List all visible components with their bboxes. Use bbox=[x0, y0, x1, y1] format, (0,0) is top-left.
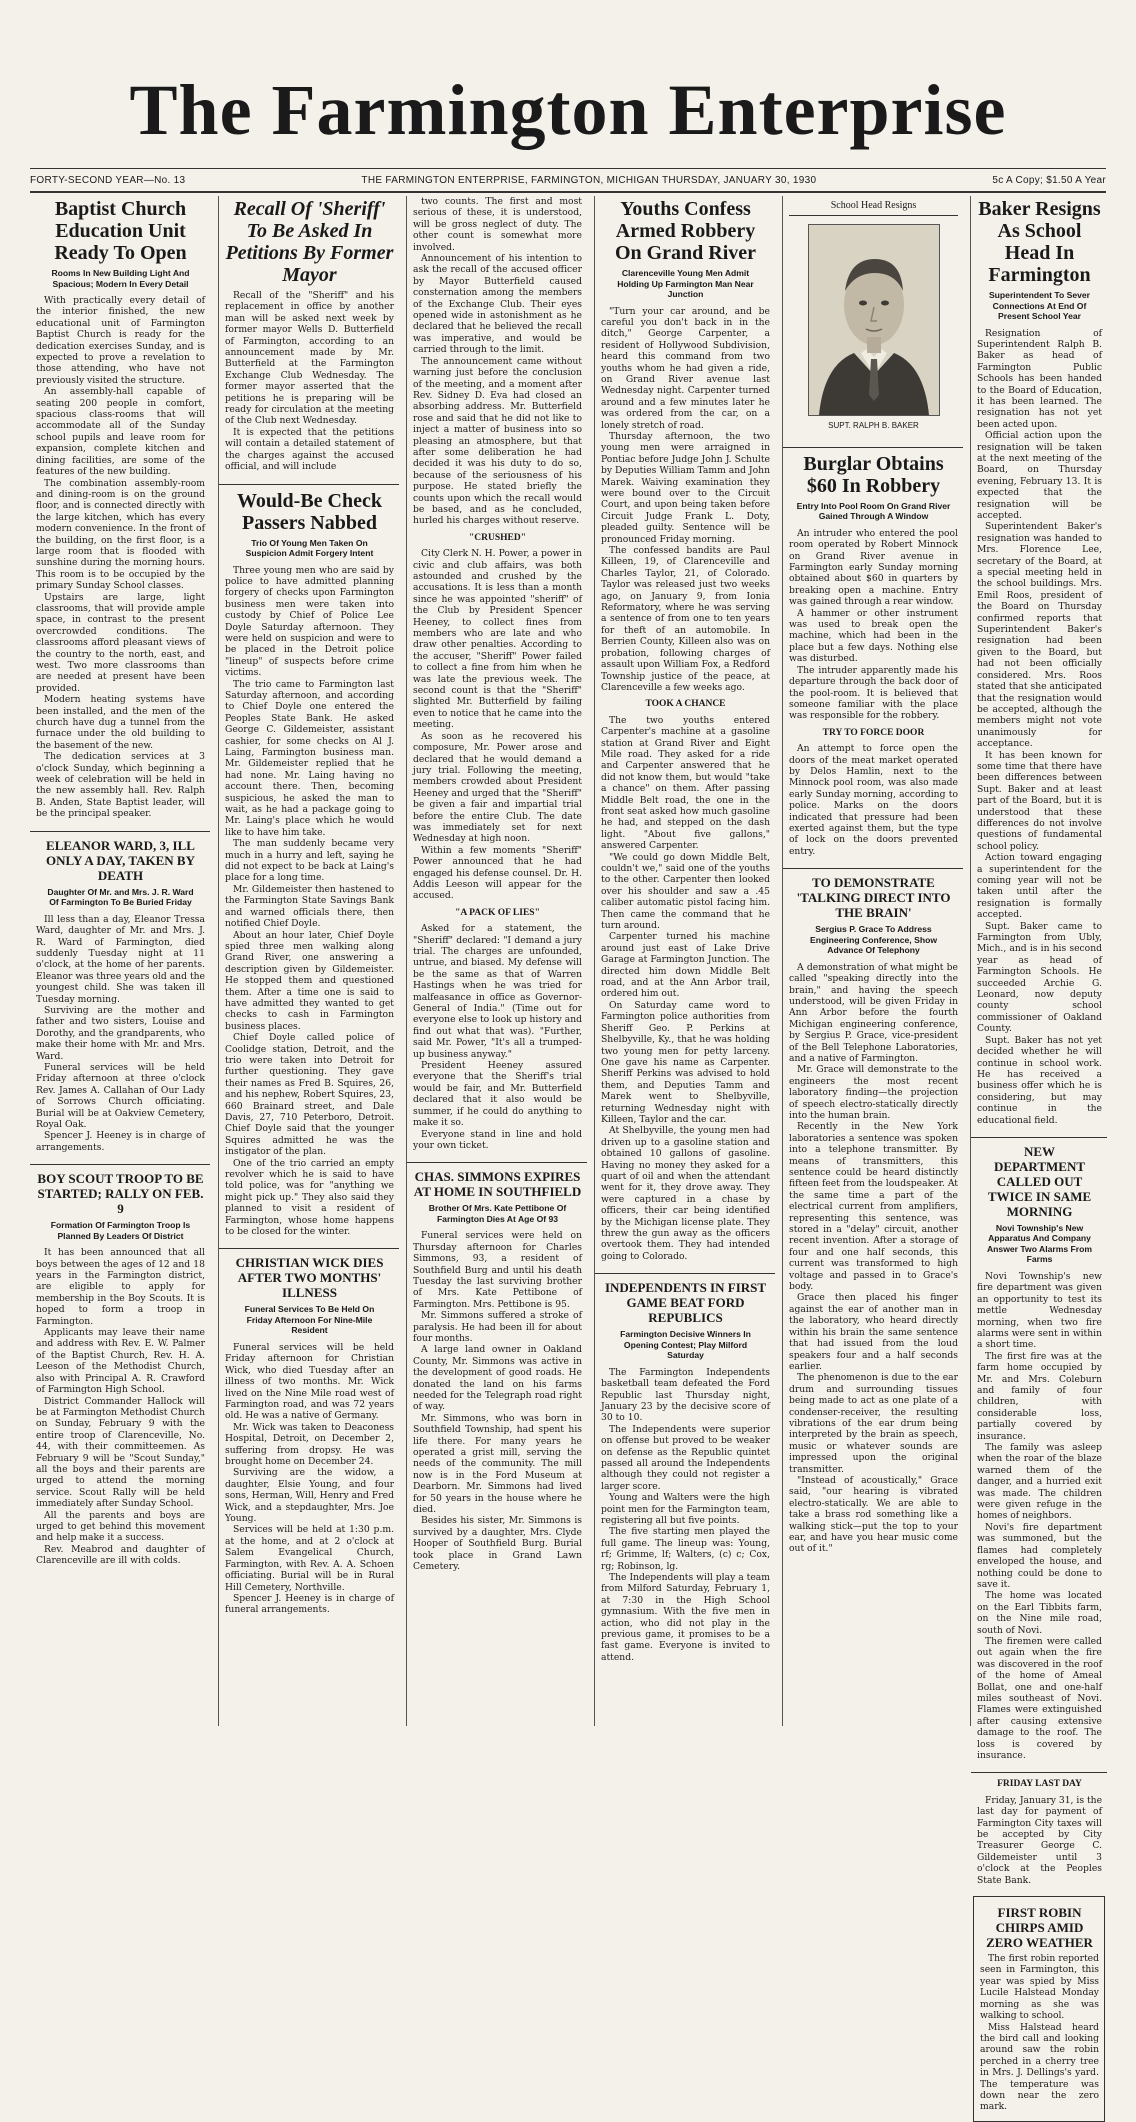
masthead-title: The Farmington Enterprise bbox=[129, 70, 1007, 150]
dateline-bar bbox=[30, 168, 1106, 193]
story-new-department bbox=[971, 1144, 1107, 1767]
divider bbox=[219, 484, 399, 485]
paragraph: Superintendent Baker's resignation was handed to Mrs. Florence Lee, secretary of the Board, at a special meeting held in the school buildings. Mrs. Emil Roos, president of the Board on Thursday confirmed reports that Superintendent Baker's resignation had been given to the Board, but had not been officially considered. Mrs. Roos stated that she anticipated that the resignation would be accepted, although the members might not vote unanimously for acceptance. bbox=[977, 521, 1102, 750]
paragraph: Mr. Simmons, who was born in Southfield Township, had spent his life there. For many years he operated a grist mill, serving the needs of the community. The mill now is in the Ford Museum at Dearborn. Mr. Simmons had lived for 50 years in the house where he died. bbox=[413, 1412, 582, 1516]
paragraph: City Clerk N. H. Power, a power in civic and club affairs, was both astounded and crushed by the accusations. It is less than a month since he was appointed "sheriff" of the Club by President Spencer Heeney, to collect fines from members who are late and who draw other penalties. According to the accuser, "Sheriff" Power failed to collect a fine from him when he was late the previous week. The second count is that the "Sheriff" slighted Mr. Butterfield by failing even to notice that he came into the meeting. bbox=[413, 548, 582, 731]
paragraph: The first robin reported seen in Farmington, this year was spied by Miss Lucile Halstead Monday morning as she was walking to school. bbox=[980, 1953, 1099, 2022]
paragraph: As soon as he recovered his composure, Mr. Power arose and declared that he would demand a jury trial. Following the meeting, members crowded about President Heeney and urged that the "Sheriff" be given a fair and impartial trial before the entire Club. The date was immediately set for next Wednesday at high noon. bbox=[413, 730, 582, 845]
divider bbox=[595, 1273, 775, 1274]
story-recall-continued bbox=[407, 196, 587, 1157]
paragraph: District Commander Hallock will be at Farmington Methodist Church on Sunday, February 9 with the entire troop of Clarenceville, No. 44, with their committeemen. As February 9 will be "Scout Sunday," all the boys and their parents are urged to attend the morning service. Scout Rally will be held immediately after Sunday School. bbox=[36, 1395, 205, 1510]
subhead: TRY TO FORCE DOOR bbox=[822, 727, 925, 738]
divider bbox=[971, 1137, 1107, 1138]
paragraph: Upstairs are large, light classrooms, that will provide ample space, in contrast to the present overcrowded conditions. The classrooms afford pleasant views of the country to the north, east, and west. Two more classrooms than are needed at present have been provided. bbox=[36, 591, 205, 694]
headline: NEW DEPARTMENT CALLED OUT TWICE IN SAME MORNING bbox=[987, 1143, 1092, 1219]
paragraph: Young and Walters were the high point men for the Farmington team, registering all but five points. bbox=[601, 1492, 770, 1526]
subheadline: Trio Of Young Men Taken On Suspicion Admit Forgery Intent bbox=[245, 537, 374, 558]
story-eleanor-ward bbox=[30, 838, 210, 1160]
subheadline: Entry Into Pool Room On Grand River Gained Through A Window bbox=[796, 500, 951, 522]
paragraph: Services will be held at 1:30 p.m. at the home, and at 2 o'clock at Salem Evangelical Church, Farmington, with Rev. A. A. Schoen officiating. Burial will be in Rural Hill Cemetery, Northville. bbox=[225, 1524, 394, 1593]
paragraph: The confessed bandits are Paul Killeen, 19, of Clarenceville and Charles Taylor, 21, of Colorado. Taylor was released just two weeks ago, on January 9, from Ionia Reformatory, where he was serving a sentence of from one to ten years for theft of an automobile. In Berrien County, Killeen also was on probation, following charges of assault upon William Fox, a Redford Township justice of the peace, at Clarenceville a few weeks ago. bbox=[601, 545, 770, 693]
story-talking-brain bbox=[783, 875, 963, 1561]
story-first-robin bbox=[974, 1905, 1104, 2119]
paragraph: Resignation of Superintendent Ralph B. Baker as head of Farmington Public Schools has been handed to the Board of Education, it has been learned. The resignation has not yet been acted upon. bbox=[977, 327, 1102, 430]
story-christian-wick bbox=[219, 1255, 399, 1621]
paragraph: The Independents will play a team from Milford Saturday, February 1, at 7:30 in the High School gymnasium. With the five men in action, who did not play in the previous game, it promises to be a fast game. Everyone is invited to attend. bbox=[601, 1572, 770, 1663]
paragraph: Spencer J. Heeney is in charge of arrangements. bbox=[36, 1130, 205, 1153]
story-boy-scouts bbox=[30, 1171, 210, 1572]
story-baker-resigns bbox=[971, 198, 1107, 1132]
story-independents bbox=[595, 1280, 775, 1669]
story-baptist-church bbox=[30, 198, 210, 826]
paragraph: Miss Halstead heard the bird call and looking around saw the robin perched in a cherry tree in Mrs. J. Dellings's yard. The temperature was down near the zero mark. bbox=[980, 2021, 1099, 2113]
paragraph: On Saturday came word to Farmington police authorities from Sheriff Geo. P. Perkins at Shelbyville, Ky., that he was holding two young men for petty larceny. One gave his name as Carpenter. Sheriff Perkins was advised to hold them, and Deputies Tamm and Marek went to Shelbyville, returning Wednesday night with Killeen, Taylor and the car. bbox=[601, 999, 770, 1125]
paragraph: The family was asleep when the roar of the blaze warned them of the danger, and a hurried exit was made. The children were given refuge in the homes of neighbors. bbox=[977, 1442, 1102, 1522]
paragraph: The dedication services at 3 o'clock Sunday, which beginning a week of celebration will be held in the new assembly hall. Rev. Ralph B. Anden, State Baptist leader, will be the principal speaker. bbox=[36, 751, 205, 820]
paragraph: "Turn your car around, and be careful you don't back in in the ditch," George Carpenter, a resident of Hollywood Subdivision, heard this command from two youths whom he had given a ride, on Grand River avenue last Wednesday night. Carpenter turned around and a few minutes later he was ordered from the car, on a lonely stretch of road. bbox=[601, 305, 770, 431]
headline: INDEPENDENTS IN FIRST GAME BEAT FORD REPUBLICS bbox=[604, 1280, 767, 1326]
paragraph: The man suddenly became very much in a hurry and left, saying he did not expect to be back at Laing's place for a long time. bbox=[225, 838, 394, 884]
story-armed-robbery bbox=[595, 198, 775, 1268]
headline: Baptist Church Education Unit Ready To Open bbox=[54, 198, 187, 264]
article-body bbox=[225, 1342, 394, 1616]
portrait-icon bbox=[809, 225, 939, 415]
article-body bbox=[225, 565, 394, 1238]
paragraph: Spencer J. Heeney is in charge of funeral arrangements. bbox=[225, 1592, 394, 1616]
paragraph: Funeral services were held on Thursday afternoon for Charles Simmons, 93, a resident of Southfield Burg and until his death Tuesday the last surviving brother of Mrs. Kate Pettibone of Farmington. Mrs. Pettibone is 95. bbox=[413, 1230, 582, 1310]
paragraph: Mr. Grace will demonstrate to the engineers the most recent laboratory finding—the projection of speech electro-statically directly into the human brain. bbox=[789, 1064, 958, 1121]
paragraph: two counts. The first and most serious of these, it is understood, will be gross neglect of duty. The other count is somewhat more involved. bbox=[413, 196, 582, 253]
subheadline: Formation Of Farmington Troop Is Planned By Leaders Of District bbox=[50, 1220, 191, 1241]
paragraph: Mr. Simmons suffered a stroke of paralysis. He had been ill for about four months. bbox=[413, 1310, 582, 1344]
paragraph: Three young men who are said by police to have admitted planning forgery of checks upon Farmington business men were taken into custody by Chief of Police Lee Doyle Saturday afternoon. They were held on suspicion and were to be placed in the Detroit police "lineup" of suspects before crime victims. bbox=[225, 564, 394, 679]
paragraph: Applicants may leave their name and address with Rev. E. W. Palmer of the Baptist Church, Rev. H. A. Leeson of the Methodist Church, also with Principal A. R. Crawford of Farmington High School. bbox=[36, 1327, 205, 1396]
paragraph: One of the trio carried an empty revolver which he is said to have told police, was for "anything we might pick up." They also said they planned to visit a resident of Farmington, whose home happens to be closed for the winter. bbox=[225, 1157, 394, 1238]
divider bbox=[407, 1162, 587, 1163]
paragraph: The first fire was at the farm home occupied by Mr. and Mrs. Coleburn and family of four children, with considerable loss, partially covered by insurance. bbox=[977, 1350, 1102, 1442]
paragraph: Everyone stand in line and hold your own ticket. bbox=[413, 1128, 582, 1151]
article-body bbox=[36, 914, 205, 1154]
paragraph: The trio came to Farmington last Saturday afternoon, and according to Chief Doyle one entered the Peoples State Bank. He asked George C. Gildemeister, assistant cashier, for some checks on Al J. Laing, Farmington business man. Mr. Gildemeister replied that he had none. Mr. Laing having no account there. Then, becoming suspicious, he asked the man to wait, as he had a package going to Mr. Laing's place which he would like to have him take. bbox=[225, 678, 394, 838]
article-body bbox=[413, 1230, 582, 1572]
article-body bbox=[601, 306, 770, 1263]
paragraph: A hammer or other instrument was used to break open the machine, which had been in the place but a few days. Nothing else was disturbed. bbox=[789, 607, 958, 665]
portrait-photo bbox=[808, 224, 940, 416]
paragraph: All the parents and boys are urged to get behind this movement and help make it a success. bbox=[36, 1509, 205, 1544]
paragraph: Besides his sister, Mr. Simmons is survived by a daughter, Mrs. Clyde Hooper of Southfield Burg. Burial took place in Grand Lawn Cemetery. bbox=[413, 1515, 582, 1573]
headline: Burglar Obtains $60 In Robbery bbox=[803, 452, 944, 497]
price: 5c A Copy; $1.50 A Year bbox=[992, 174, 1106, 186]
headline: Youths Confess Armed Robbery On Grand River bbox=[614, 198, 757, 264]
paragraph: Asked for a statement, the "Sheriff" declared: "I demand a jury trial. The charges are unfounded, untrue, and biased. My defense will be the same as that of Warren Hastings when he was tried for malfeasance in office as Governor-General of India." (Time out for everyone else to look up history and find out what that was). "Further, said Mr. Power, "It's all a trumped-up business anyway." bbox=[413, 923, 582, 1060]
subheadline: Superintendent To Sever Connections At End Of Present School Year bbox=[988, 290, 1091, 321]
paragraph: "We could go down Middle Belt, couldn't we," said one of the youths to the other. Carpenter then looked over his shoulder and saw a .45 caliber automatic pistol facing him. Then came the command that he turn around. bbox=[601, 851, 770, 932]
paragraph: Announcement of his intention to ask the recall of the accused officer by Mayor Butterfield caused consternation among the members of the Exchange Club. Their eyes opened wide in astonishment as he declared that he believed the recall was imperative, and would be carried through to the limit. bbox=[413, 253, 582, 356]
story-photo-baker bbox=[783, 196, 963, 442]
column-6 bbox=[970, 196, 1107, 2113]
subheadline: Clarenceville Young Men Admit Holding Up Farmington Man Near Junction bbox=[617, 268, 754, 299]
divider bbox=[30, 831, 210, 832]
subheadline: Farmington Decisive Winners In Opening Contest; Play Milford Saturday bbox=[620, 1329, 751, 1361]
paragraph: Chief Doyle called police of Coolidge station, Detroit, and the trio were taken into Detroit for further questioning. They gave their names as Fred B. Squires, 26, and his nephew, Robert Squires, 23, 660 Brainard street, and Dale Davis, 27, 710 Peterboro, Detroit. Chief Doyle said that the younger Squires admitted he was the instigator of the plan. bbox=[225, 1032, 394, 1158]
paragraph: Within a few moments "Sheriff" Power announced that he had engaged his defense counsel. Dr. H. Addis Leeson will appear for the accused. bbox=[413, 844, 582, 902]
headline: Recall Of 'Sheriff' To Be Asked In Petitions By Former Mayor bbox=[225, 198, 394, 286]
divider bbox=[971, 1772, 1107, 1773]
divider bbox=[783, 447, 963, 448]
headline: FRIDAY LAST DAY bbox=[997, 1779, 1082, 1790]
paragraph: Supt. Baker came to Farmington from Ubly, Mich., and is in his second year as head of Farmington Schools. He succeeded Archie G. Leonard, now deputy county school commissioner of Oakland County. bbox=[977, 920, 1102, 1035]
subheadline: Brother Of Mrs. Kate Pettibone Of Farmington Dies At Age Of 93 bbox=[428, 1203, 567, 1224]
paragraph: Funeral services will be held Friday afternoon at three o'clock Rev. James A. Callahan of Our Lady of Sorrows Church officiating. Burial will be at Oakview Cemetery, Royal Oak. bbox=[36, 1061, 205, 1130]
paragraph: A large land owner in Oakland County, Mr. Simmons was active in the development of good roads. He donated the land on his farms needed for the Telegraph road right of way. bbox=[413, 1344, 582, 1413]
subheadline: Sergius P. Grace To Address Engineering Conference, Show Advance Of Telephony bbox=[809, 924, 937, 956]
paragraph: The announcement came without warning just before the conclusion of the meeting, and a moment after Rev. Sidney D. Eva had closed an absorbing address. Mr. Butterfield rose and said that he did not like to inject a matter of business into so pleasing an atmosphere, but that after some deliberation he had decided it was his duty to do so, because of the seriousness of his purpose. He stated briefly the counts upon which the recall would be based, and as he concluded, hurled his charges without reserve. bbox=[413, 355, 582, 527]
article-body bbox=[36, 295, 205, 820]
headline: Would-Be Check Passers Nabbed bbox=[236, 489, 383, 534]
story-chas-simmons bbox=[407, 1169, 587, 1578]
paragraph: Mr. Wick was taken to Deaconess Hospital, Detroit, on December 2, suffering from dropsy. He was brought home on December 24. bbox=[225, 1421, 394, 1468]
photo-caption: SUPT. RALPH B. BAKER bbox=[828, 421, 919, 431]
paragraph: "Instead of acoustically," Grace said, "our hearing is vibrated electro-statically. We are able to take a brass rod something like a walking stick—put the top to your ear, and have you hear music come out of it." bbox=[789, 1474, 958, 1555]
headline: CHAS. SIMMONS EXPIRES AT HOME IN SOUTHFIELD bbox=[413, 1169, 582, 1200]
paragraph: Supt. Baker has not yet decided whether he will continue in school work. He has received a business offer which he is considering, but may continue in the educational field. bbox=[977, 1034, 1102, 1126]
paragraph: The phenomenon is due to the ear drum and surrounding tissues being made to act as one plate of a condenser-receiver, the resulting vibrations of the ear drum being interpreted by the brain as speech, music or whatever sounds are impressed upon the original transmitter. bbox=[789, 1372, 958, 1475]
paragraph: Funeral services will be held Friday afternoon for Christian Wick, who died Tuesday after an illness of two months. Mr. Wick lived on the Nine Mile road west of Farmington road, and was 72 years old. He was a native of Germany. bbox=[225, 1341, 394, 1422]
article-body bbox=[413, 196, 582, 1151]
subheadline: Rooms In New Building Light And Spacious; Modern In Every Detail bbox=[51, 268, 190, 289]
paragraph: Surviving are the mother and father and two sisters, Louise and Dorothy, and the grandparents, who make their home with Mr. and Mrs. Ward. bbox=[36, 1004, 205, 1062]
column-2 bbox=[218, 196, 399, 1726]
paragraph: The two youths entered Carpenter's machine at a gasoline station at Grand River and Eight Mile road. They asked for a ride and Carpenter answered that he did not know them, but would "take a chance" on them. After passing Middle Belt road, the one in the front seat asked how much gasoline he had, and stepped on the dash light. "About five gallons," answered Carpenter. bbox=[601, 714, 770, 852]
subhead: "A PACK OF LIES" bbox=[455, 907, 540, 918]
volume-number: FORTY-SECOND YEAR—No. 13 bbox=[30, 174, 186, 186]
column-3 bbox=[406, 196, 587, 1726]
paragraph: The home was located on the Earl Tibbits farm, on the Nine mile road, south of Novi. bbox=[977, 1590, 1102, 1636]
paragraph: Friday, January 31, is the last day for payment of Farmington City taxes will be accepted by City Treasurer George C. Gildemeister until 3 o'clock at the Peoples State Bank. bbox=[977, 1794, 1102, 1886]
divider bbox=[783, 868, 963, 869]
paragraph: Recall of the "Sheriff" and his replacement in office by another man will be asked next week by former mayor Wells D. Butterfield of Farmington, according to an announcement made by Mr. Butterfield at the Farmington Exchange Club Wednesday. The former mayor asserted that the petitions he is preparing will be ready for circulation at the meeting of the Club next Wednesday. bbox=[225, 290, 394, 427]
headline: BOY SCOUT TROOP TO BE STARTED; RALLY ON FEB. 9 bbox=[37, 1171, 204, 1217]
paragraph: An assembly-hall capable of seating 200 people in comfort, spacious class-rooms that will accommodate all of the Sunday school pupils and leave room for expansion, complete kitchen and dining facilities, are some of the features of the new building. bbox=[36, 386, 205, 478]
article-body bbox=[977, 1795, 1102, 1886]
paragraph: Action toward engaging a superintendent for the coming year will not be taken until after the resignation is formally accepted. bbox=[977, 852, 1102, 921]
divider bbox=[30, 1164, 210, 1165]
column-5 bbox=[782, 196, 963, 1726]
paragraph: The firemen were called out again when the fire was discovered in the roof of the home of Ameal Bollat, one and one-half miles southeast of Novi. Flames were extinguished after causing extensive damage to the roof. The loss is covered by insurance. bbox=[977, 1635, 1102, 1761]
photo-heading: School Head Resigns bbox=[789, 196, 958, 216]
boxed-story bbox=[973, 1896, 1105, 2122]
paragraph: Recently in the New York laboratories a sentence was spoken into a telephone transmitter. By means of transmitters, this sentence could be heard distinctly fifteen feet from the loudspeaker. At the same time a part of the electrical current from amplifiers, representing this sentence, was stored in a "delay" circuit, another recent invention. After a storage of four and one half seconds, this current was transformed to high voltage and passed in to Grace's body. bbox=[789, 1121, 958, 1293]
paragraph: Rev. Meabrod and daughter of Clarenceville are ill with colds. bbox=[36, 1543, 205, 1567]
paragraph: The Farmington Independents basketball team defeated the Ford Republic last Thursday night, January 23 by the decisive score of 30 to 10. bbox=[601, 1366, 770, 1424]
article-body bbox=[789, 962, 958, 1555]
article-body bbox=[225, 290, 394, 473]
column-4 bbox=[594, 196, 775, 1726]
paragraph: Novi Township's new fire department was given an opportunity to test its mettle Wednesday morning, when two fire alarms were sent in within a short time. bbox=[977, 1270, 1102, 1351]
paragraph: Mr. Gildemeister then hastened to the Farmington State Savings Bank and warned officials there, then notified Chief Doyle. bbox=[225, 883, 394, 930]
article-body bbox=[601, 1367, 770, 1664]
story-check-passers bbox=[219, 490, 399, 1244]
paragraph: It has been known for some time that there have been differences between Supt. Baker and at least part of the Board, but it is understood that these differences do not involve questions of fundamental school policy. bbox=[977, 749, 1102, 852]
subhead: TOOK A CHANCE bbox=[645, 699, 726, 710]
paragraph: Carpenter turned his machine around just east of Lake Drive Garage at Farmington Junction. The directed him down Middle Belt road, and at the Ann Arbor trail, ordered him out. bbox=[601, 931, 770, 1000]
divider bbox=[219, 1248, 399, 1249]
paragraph: The combination assembly-room and dining-room is on the ground floor, and is connected directly with the large kitchen, which has every modern convenience. In the front of the building, on the first floor, is a large room that is flooded with sunshine during the morning hours. This room is to be occupied by the primary Sunday School classes. bbox=[36, 477, 205, 592]
paragraph: At Shelbyville, the young men had driven up to a gasoline station and obtained 10 gallons of gasoline. Having no money they asked for a quart of oil and when the attendant went for it, they drove away. They were captured in a chase by officers, their car being identified by the Michigan license plate. They threw the gun away as the officers overtook them. They had intended going to Colorado. bbox=[601, 1125, 770, 1262]
subheadline: Funeral Services To Be Held On Friday Afternoon For Nine-Mile Resident bbox=[244, 1304, 375, 1336]
subheadline: Daughter Of Mr. and Mrs. J. R. Ward Of Farmington To Be Buried Friday bbox=[47, 886, 194, 908]
columns bbox=[30, 196, 1106, 2113]
headline: TO DEMONSTRATE 'TALKING DIRECT INTO THE BRAIN' bbox=[796, 875, 951, 921]
paragraph: It has been announced that all boys between the ages of 12 and 18 years in the Farmington district, are eligible to apply for membership in the Boy Scouts. It is hoped to form a troop in Farmington. bbox=[36, 1247, 205, 1327]
paragraph: It is expected that the petitions will contain a detailed statement of the charges against the accused official, and will include bbox=[225, 426, 394, 473]
paragraph: A demonstration of what might be called "speaking directly into the brain," and having the speech understood, will be given Friday in Ann Arbor before the fourth Michigan engineering conference, by Sergius P. Grace, vice-president of the Bell Telephone Laboratories, and a native of Farmington. bbox=[789, 961, 958, 1064]
publication-date: THE FARMINGTON ENTERPRISE, FARMINGTON, MICHIGAN THURSDAY, JANUARY 30, 1930 bbox=[361, 174, 817, 186]
paragraph: Grace then placed his finger against the ear of another man in the laboratory, who heard directly within his brain the same sentence that had issued from the loud speakers four and a half seconds earlier. bbox=[789, 1292, 958, 1372]
story-recall-sheriff bbox=[219, 198, 399, 479]
paragraph: Novi's fire department was summoned, but the flames had completely enveloped the house, and nothing could be done to save it. bbox=[977, 1521, 1102, 1590]
paragraph: An attempt to force open the doors of the meat market operated by Delos Hamlin, next to the Minnock pool room, was also made early Sunday morning, according to police. Marks on the doors indicated that pressure had been exerted against them, but the type of lock on the doors prevented entry. bbox=[789, 743, 958, 857]
paragraph: Thursday afternoon, the two young men were arraigned in Pontiac before Judge John J. Schulte by Deputies William Tamm and John Marek. Waiving examination they were bound over to the Circuit Court, and upon being taken before Circuit Judge Frank L. Doty, pleaded guilty. Sentence will be pronounced Friday morning. bbox=[601, 430, 770, 545]
headline: CHRISTIAN WICK DIES AFTER TWO MONTHS' ILLNESS bbox=[235, 1255, 384, 1301]
paragraph: Official action upon the resignation will be taken at the next meeting of the Board, on Thursday evening, February 13. It is expected that the resignation will be accepted. bbox=[977, 430, 1102, 521]
subheadline: Novi Township's New Apparatus And Company Answer Two Alarms From Farms bbox=[986, 1222, 1093, 1265]
paragraph: The five starting men played the full game. The lineup was: Young, rf; Grimme, lf; Walters, (c) c; Cox, rg; Robinson, lg. bbox=[601, 1526, 770, 1572]
article-body bbox=[977, 328, 1102, 1126]
paragraph: About an hour later, Chief Doyle spied three men walking along Grand River, one answering a description given by Gildemeister. He stopped them and questioned them. After a time one is said to have admitted they wanted to get checks to cash in Farmington business places. bbox=[225, 929, 394, 1032]
paragraph: Surviving are the widow, a daughter, Elsie Young, and four sons, Herman, Will, Henry and Fred Wick, and a stepdaughter, Mrs. Joe Young. bbox=[225, 1467, 394, 1525]
article-body bbox=[789, 528, 958, 857]
paragraph: President Heeney assured everyone that the Sheriff's trial would be fair, and Mr. Butterfield declared that it also would be summer, if he could do anything to make it so. bbox=[413, 1060, 582, 1129]
paragraph: An intruder who entered the pool room operated by Robert Minnock on Grand River avenue in Farmington early Sunday morning obtained about $60 in quarters by breaking open a machine. Entry was gained through a rear window. bbox=[789, 527, 958, 608]
story-burglar bbox=[783, 453, 963, 863]
article-body bbox=[36, 1247, 205, 1566]
paragraph: Modern heating systems have been installed, and the men of the church have dug a tunnel from the furnace under the old building to the basement of the new. bbox=[36, 694, 205, 751]
subhead: "CRUSHED" bbox=[469, 532, 526, 543]
column-1 bbox=[30, 196, 210, 1726]
headline: ELEANOR WARD, 3, ILL ONLY A DAY, TAKEN BY DEATH bbox=[46, 837, 195, 883]
article-body bbox=[980, 1953, 1099, 2113]
headline: Baker Resigns As School Head In Farmington bbox=[978, 198, 1101, 286]
paragraph: Ill less than a day, Eleanor Tressa Ward, daughter of Mr. and Mrs. J. R. Ward of Farmington, died suddenly Tuesday night at 11 o'clock, at the home of her parents. Eleanor was three years old and the youngest child. She was taken ill Tuesday morning. bbox=[36, 913, 205, 1005]
article-body bbox=[977, 1271, 1102, 1761]
paragraph: The Independents were superior on offense but proved to be weaker on defense as the Republic quintet passed all around the Independents although they could not register a larger score. bbox=[601, 1423, 770, 1492]
headline: FIRST ROBIN CHIRPS AMID ZERO WEATHER bbox=[986, 1905, 1093, 1951]
paragraph: The intruder apparently made his departure through the back door of the pool-room. It is believed that someone familiar with the place was responsible for the robbery. bbox=[789, 664, 958, 722]
story-friday-last-day bbox=[971, 1779, 1107, 1892]
paragraph: With practically every detail of the interior finished, the new educational unit of Farmington Baptist Church is ready for the dedication exercises Sunday, and is expected to prove a revelation to those attending, who have not previously visited the structure. bbox=[36, 295, 205, 386]
